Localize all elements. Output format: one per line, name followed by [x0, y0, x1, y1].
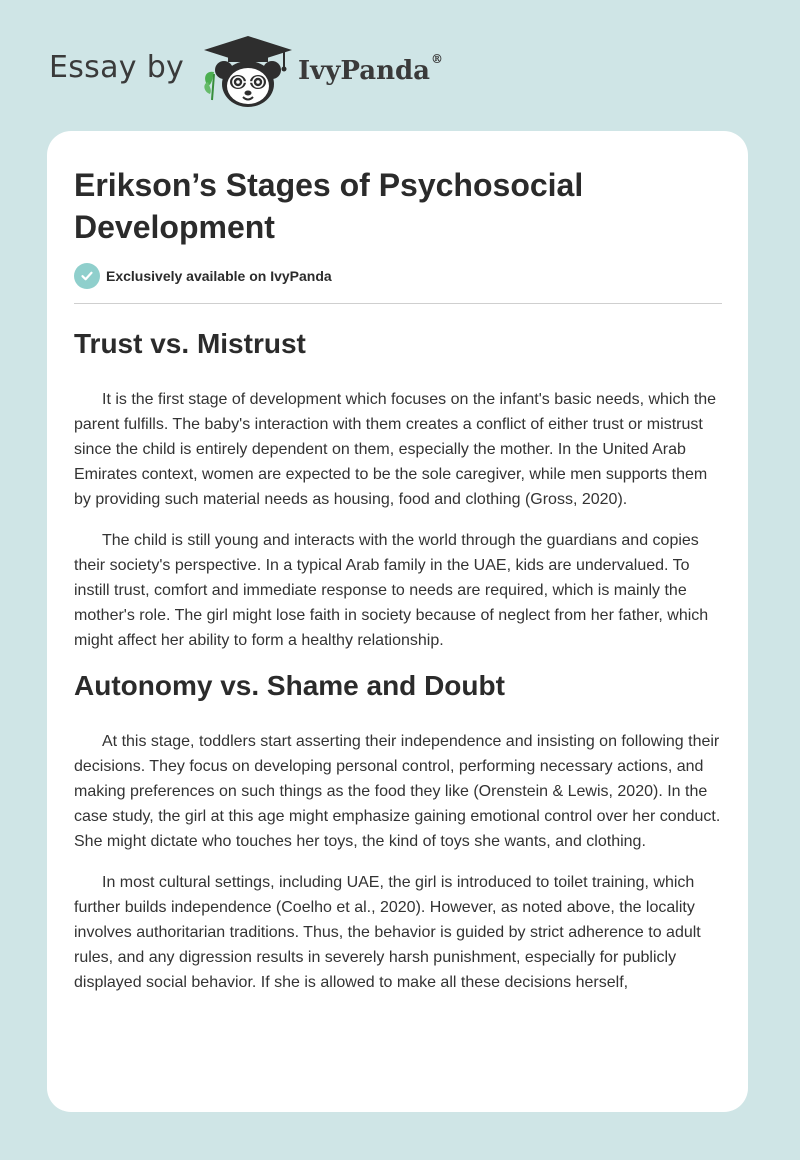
paragraph: In most cultural settings, including UAE, the girl is introduced to toilet training, which further builds independence (Coelho et al., 2020). However, as noted above, the locality involves authoritarian traditions. Thus, the behavior is guided by strict adherence to adult rules, and any digression results in severely harsh punishment, especially for publicly displayed social behavior. If she is allowed to make all these decisions herself,	[74, 874, 701, 991]
panda-graduate-icon[interactable]	[200, 34, 296, 112]
paragraph: It is the first stage of development which focuses on the infant's basic needs, which the parent fulfills. The baby's interaction with them creates a conflict of either trust or mistrust since the child is entirely dependent on them, especially the mother. In the United Arab Emirates context, women are expected to be the sole caregiver, while men supports them by providing such material needs as housing, food and clothing (Gross, 2020).	[74, 391, 717, 508]
paragraph: The child is still young and interacts with the world through the guardians and copies their society's perspective. In a typical Arab family in the UAE, kids are undervalued. To instill trust, comfort and immediate response to needs are required, which is mainly the mother's role. The girl might lose faith in society because of neglect from her father, which might affect her ability to form a healthy relationship.	[74, 532, 709, 649]
check-circle-icon	[74, 263, 100, 289]
divider	[74, 303, 722, 304]
brand-name-text: IvyPanda	[298, 56, 431, 86]
site-header	[0, 0, 800, 130]
badge-label: Exclusively available on IvyPanda	[106, 268, 332, 284]
registered-mark: ®	[431, 52, 444, 66]
article-body	[74, 321, 722, 1081]
page-title: Erikson’s Stages of Psychosocial Development	[74, 167, 584, 245]
exclusive-badge	[74, 263, 332, 289]
section-heading: Autonomy vs. Shame and Doubt	[74, 670, 505, 701]
paragraph: At this stage, toddlers start asserting their independence and insisting on following their decisions. They focus on developing personal control, performing necessary actions, and making preferences on such things as the food they like (Orenstein & Lewis, 2020). In the case study, the girl at this age might emphasize gaining emotional control over her conduct. She might dictate who touches her toys, the kind of toys she wants, and clothing.	[74, 733, 721, 850]
section-heading: Trust vs. Mistrust	[74, 328, 306, 359]
brand-name[interactable]	[298, 52, 444, 86]
essay-by-label: Essay by	[49, 50, 185, 85]
article-card	[47, 131, 748, 1112]
